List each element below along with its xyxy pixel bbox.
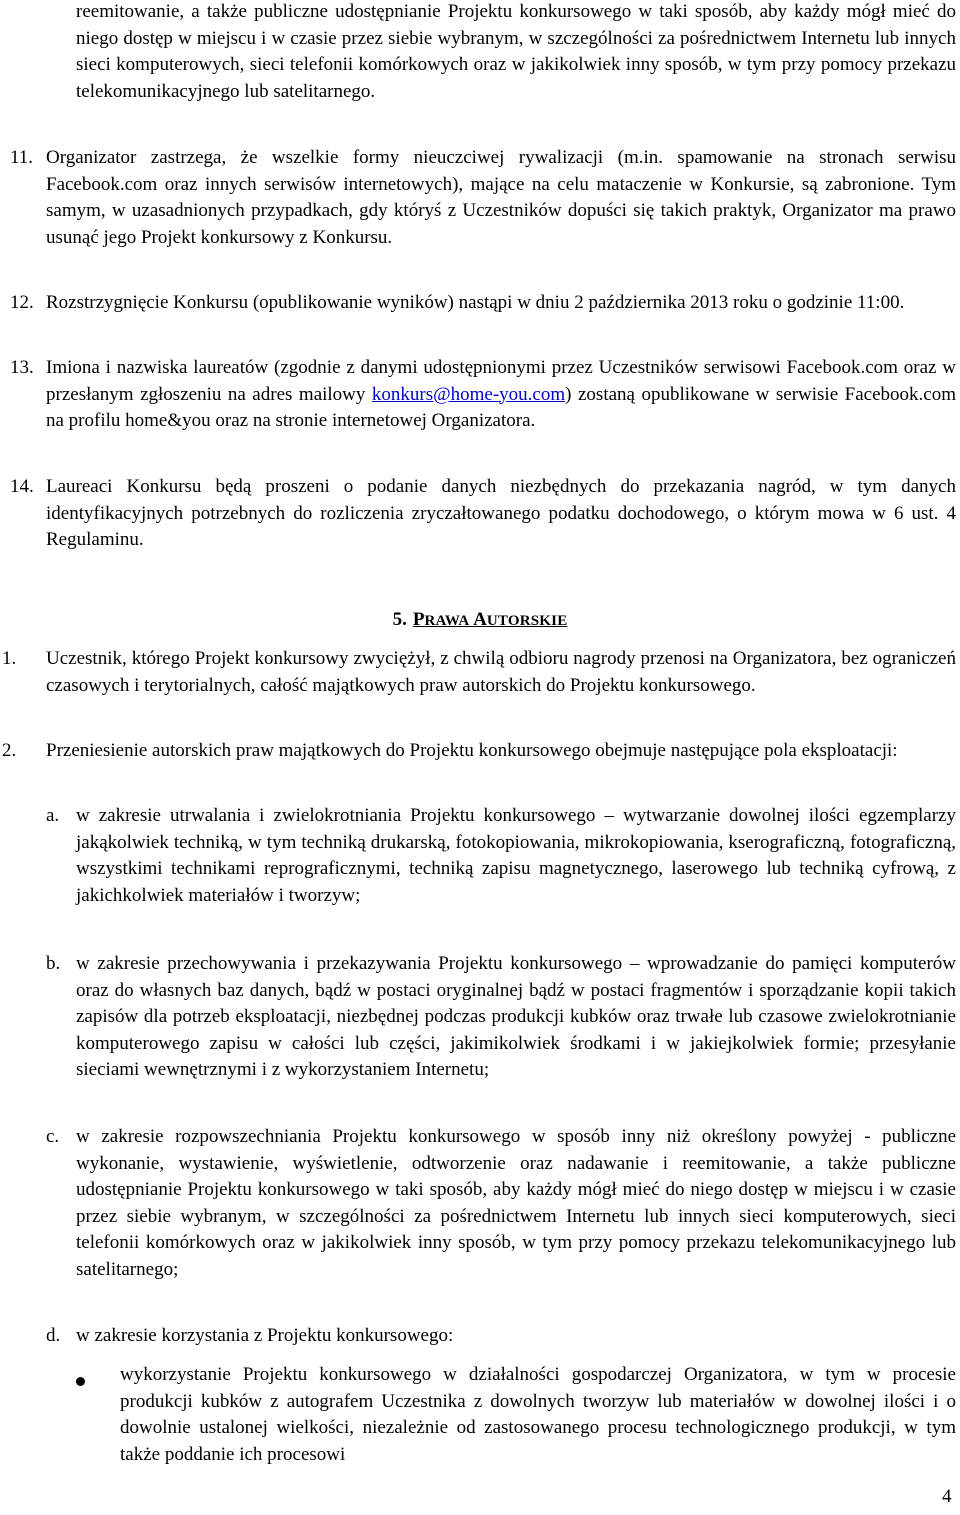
s5-item-2-number: 2. xyxy=(2,740,17,761)
item-12-number: 12. xyxy=(10,292,34,313)
contest-email-link[interactable]: konkurs@home-you.com xyxy=(371,383,566,405)
field-b-text: w zakresie przechowywania i przekazywania Projektu konkursowego – wprowadzanie do pamięci komputerów oraz do własnych baz danych, bądź w postaci oryginalnej bądź w postaci fragmentów i sporządzanie kopii takich zapisów dla potrzeb eksploatacji, niezbędnej podczas produkcji kubków oraz trwałe lub czasowe zwielokrotnianie komputerowego zapisu w całości lub części, jakimikolwiek środkami i w jakiejkolwiek formie; przesyłanie sieciami wewnętrznymi i z wykorzystaniem Internetu; xyxy=(76,953,956,1081)
field-a-text: w zakresie utrwalania i zwielokrotniania Projektu konkursowego – wytwarzanie dowolnej ilości egzemplarzy jakąkolwiek techniką, w tym techniką drukarską, fotokopiowania, mikrokopiowania, kserograficzną, fotograficzną, wszystkimi technikami reprograficznymi, techniką zapisu magnetycznego, laserowego lub techniką cyfrową, z jakichkolwiek materiałów i tworzyw; xyxy=(76,805,956,906)
item-12-text: Rozstrzygnięcie Konkursu (opublikowanie wyników) nastąpi w dniu 2 października 2013 roku o godzinie 11:00. xyxy=(46,292,905,313)
field-d-letter: d. xyxy=(46,1325,61,1346)
item-13-text xyxy=(46,355,956,435)
section-5-number: 5. xyxy=(392,609,407,630)
field-c-letter: c. xyxy=(46,1126,60,1147)
field-b-letter: b. xyxy=(46,953,61,974)
item-11-number: 11. xyxy=(10,147,34,168)
item-13-text-after: ) zostaną opublikowane w serwisie Facebook.com na profilu home&you oraz na stronie internetowej Organizatora. xyxy=(46,383,956,432)
field-c-text: w zakresie rozpowszechniania Projektu konkursowego w sposób inny niż określony powyżej - publiczne wykonanie, wystawienie, wyświetlenie, odtworzenie oraz nadawanie i reemitowanie, a także publiczne udostępnianie Projektu konkursowego w taki sposób, aby każdy mógł mieć do niego dostęp w miejscu i w czasie przez siebie wybranym, w szczególności za pośrednictwem Internetu lub innych sieci komputerowych, sieci telefonii komórkowych oraz w jakikolwiek inny sposób, w tym przy pomocy przekazu telekomunikacyjnego lub satelitarnego; xyxy=(76,1126,956,1280)
item-13-text-before: Imiona i nazwiska laureatów (zgodnie z danymi udostępnionymi przez Uczestników serwisowi Facebook.com oraz w przesłanym zgłoszeniu na adres mailowy xyxy=(46,357,956,405)
s5-item-1-number: 1. xyxy=(2,648,17,669)
item-11-text: Organizator zastrzega, że wszelkie formy nieuczciwej rywalizacji (m.in. spamowanie na stronach serwisu Facebook.com oraz innych serwisów internetowych), mające na celu mataczenie w Konkursie, są zabronione. Tym samym, w uzasadnionych przypadkach, gdy któryś z Uczestników dopuści się takich praktyk, Organizator ma prawo usunąć jego Projekt konkursowy z Konkursu. xyxy=(46,147,956,248)
field-a-letter: a. xyxy=(46,805,60,826)
bullet-icon xyxy=(76,1377,85,1386)
field-d-text: w zakresie korzystania z Projektu konkursowego: xyxy=(76,1325,454,1346)
continuation-paragraph: reemitowanie, a także publiczne udostępnianie Projektu konkursowego w taki sposób, aby każdy mógł mieć do niego dostęp w miejscu i w czasie przez siebie wybranym, w szczególności za pośrednictwem Internetu lub innych sieci komputerowych, sieci telefonii komórkowych oraz w jakikolwiek inny sposób, w tym przy pomocy przekazu telekomunikacyjnego lub satelitarnego. xyxy=(76,1,956,102)
s5-item-1-text: Uczestnik, którego Projekt konkursowy zwyciężył, z chwilą odbioru nagrody przenosi na Organizatora, bez ograniczeń czasowych i terytorialnych, całość majątkowych praw autorskich do Projektu konkursowego. xyxy=(46,648,956,696)
s5-item-2-text: Przeniesienie autorskich praw majątkowych do Projektu konkursowego obejmuje następujące pola eksploatacji: xyxy=(46,740,898,761)
item-14-text: Laureaci Konkursu będą proszeni o podanie danych niezbędnych do przekazania nagród, w tym danych identyfikacyjnych potrzebnych do rozliczenia zryczałtowanego podatku dochodowego, o którym mowa w 6 ust. 4 Regulaminu. xyxy=(46,476,956,551)
item-14-number: 14. xyxy=(10,476,34,497)
bullet-text: wykorzystanie Projektu konkursowego w działalności gospodarczej Organizatora, w tym w procesie produkcji kubków z autografem Uczestnika z dowolnych tworzyw lub materiałów w dowolnej ilości i o dowolnie ustalonej wielkości, niezależnie od zastosowanego procesu technologicznego produkcji, w tym także poddanie ich procesowi xyxy=(120,1364,956,1465)
item-13-number: 13. xyxy=(10,357,34,378)
section-5-heading xyxy=(0,607,960,635)
page-number: 4 xyxy=(942,1486,952,1507)
section-5-title: PRAWA AUTORSKIE xyxy=(412,609,568,630)
